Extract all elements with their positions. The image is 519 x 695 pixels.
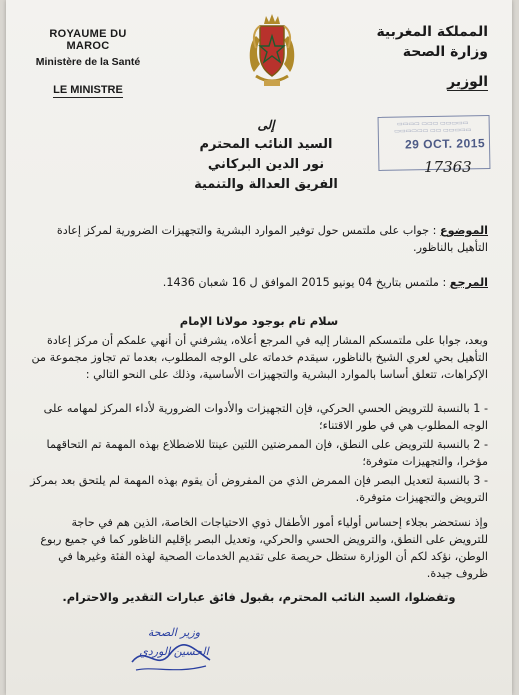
signature-block — [134, 626, 214, 658]
stamp-faded-text: ▭▭▭▭ ▭▭▭ ▭▭▭▭▭ ▭▭▭▭▭▭ ▭▭ ▭▭▭▭▭ — [394, 120, 472, 135]
signature-title: وزير الصحة — [147, 626, 201, 639]
signature-name: الحسين الوردي — [139, 645, 209, 658]
addressee-title: السيد النائب المحترم — [199, 137, 333, 152]
reference-text: : ملتمس بتاريخ 04 يونيو 2015 الموافق ل 16 شعبان 1436. — [162, 276, 447, 289]
stamp-date: 29 OCT. 2015 — [404, 136, 486, 152]
minister-fr: LE MINISTRE — [53, 84, 123, 96]
body-intro: وبعد، جوابا على ملتمسكم المشار إليه في المرجع أعلاه، يشرفني أن أنهي علمكم أن مركز إعادة التأهيل بحي لعري الشيخ بالناظور، سيقدم خدماته على الوجه المطلوب، بعدما تم تجاوز مجموعة من الإكراهات، تتعلق أساسا بالموارد البشرية والتجهيزات الأساسية، وذلك على النحو التالي : — [31, 334, 488, 381]
body-item-3: - 3 بالنسبة لتعديل البصر فإن الممرض الذي من المفروض أن يقوم بهذه المهمة لم يلتحق بعد بمركز الترويض والتجهيزات متوفرة. — [30, 474, 488, 504]
subject-text: : جواب على ملتمس حول توفير الموارد البشرية والتجهيزات الضرورية لمركز إعادة التأهيل بالناظور. — [56, 224, 488, 254]
body-item-1: - 1 بالنسبة للترويض الحسي الحركي، فإن التجهيزات والأدوات الضرورية لأداء المركز لمهامه على الوجه المطلوب هي في طور الاقتناء؛ — [43, 402, 488, 432]
subject-label: الموضوع — [439, 224, 488, 237]
minister-ar: الوزير — [447, 74, 488, 90]
ministry-fr: Ministère de la Santé — [35, 56, 141, 68]
body-item-2: - 2 بالنسبة للترويض على النطق، فإن الممرضتين اللتين عينتا للاضطلاع بهذه المهمة تم التحاقهما مؤخرا، والتجهيزات متوفرة؛ — [46, 438, 488, 468]
reference-label: المرجع — [449, 276, 488, 289]
kingdom-ar: المملكة المغربية — [376, 24, 488, 40]
body-conclusion: وإذ نستحضر بجلاء إحساس أولياء أمور الأطفال ذوي الاحتياجات الخاصة، الذين هم في حاجة للترويض على النطق، والترويض الحسي والحركي، وتعديل البصر بإقليم الناظور كما في جميع ربوع الوطن، نؤكد لكم أن الوزارة ستظل حريصة على تقديم الخدمات الصحية لهذه الفئة وغيرها في ظروف جيدة. — [40, 516, 488, 580]
addressee-to: إلى — [257, 118, 275, 132]
header-french — [28, 28, 148, 98]
stamp-reference-number: 17363 — [424, 158, 472, 176]
kingdom-fr: ROYAUME DU MAROC — [49, 28, 127, 52]
addressee-block — [106, 118, 426, 192]
greeting: سلام تام بوجود مولانا الإمام — [179, 314, 339, 328]
addressee-name: نور الدين البركاني — [207, 157, 325, 172]
header-arabic — [368, 24, 488, 91]
closing-formula: وتفضلوا، السيد النائب المحترم، بقبول فائق عبارات التقدير والاحترام. — [62, 590, 456, 604]
coat-of-arms-icon — [242, 14, 302, 90]
ministry-ar: وزارة الصحة — [402, 44, 488, 60]
addressee-group: الفريق العدالة والتنمية — [194, 177, 338, 192]
subject-line — [30, 222, 488, 256]
letter-page — [6, 0, 512, 695]
reference-line — [30, 274, 488, 291]
